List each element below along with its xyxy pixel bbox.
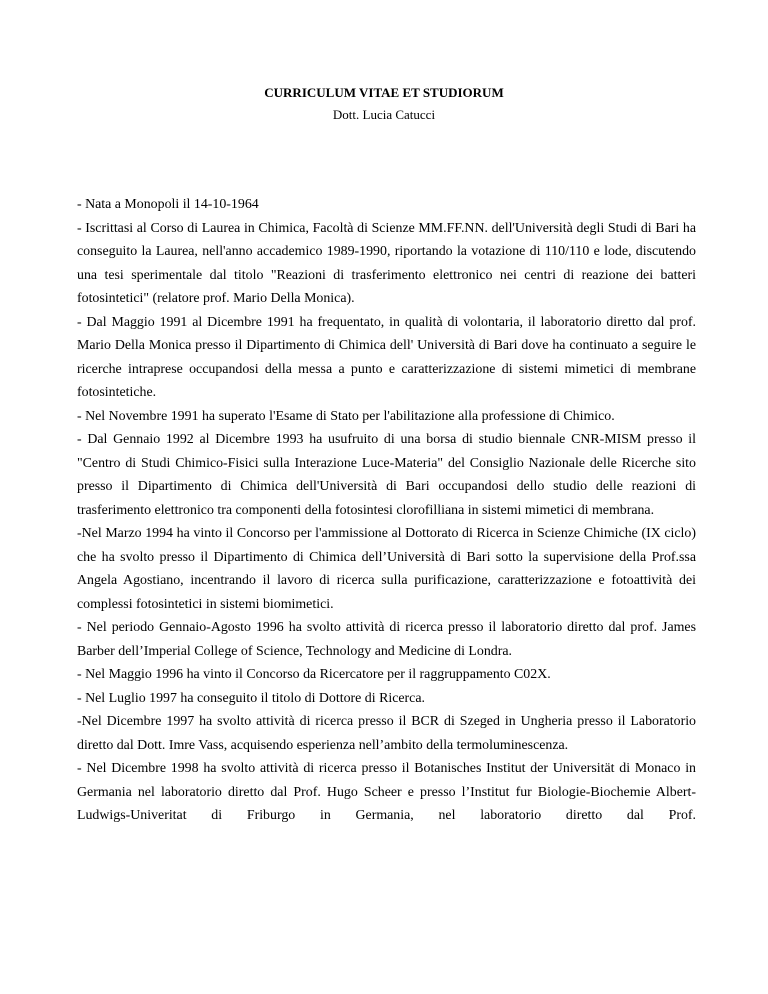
paragraph-dottorato: -Nel Marzo 1994 ha vinto il Concorso per l'ammissione al Dottorato di Ricerca in Scienze Chimiche (IX ciclo) che ha svolto presso il Dipartimento di Chimica dell’Università di Bari sotto la supervisione della Prof.ssa Angela Agostiano, incentrando il lavoro di ricerca sulla purificazione, caratterizzazione e fotoattività dei complessi fotosintetici in sistemi biomimetici. — [77, 526, 696, 612]
paragraph-birth: - Nata a Monopoli il 14-10-1964 — [77, 197, 259, 212]
paragraph-szeged: -Nel Dicembre 1997 ha svolto attività di ricerca presso il BCR di Szeged in Ungheria presso il Laboratorio diretto dal Dott. Imre Vass, acquisendo esperienza nell’ambito della termoluminescenza. — [77, 714, 696, 753]
document-title: CURRICULUM VITAE ET STUDIORUM — [264, 85, 504, 100]
paragraph-laurea: - Iscrittasi al Corso di Laurea in Chimica, Facoltà di Scienze MM.FF.NN. dell'Università degli Studi di Bari ha conseguito la Laurea, nell'anno accademico 1989-1990, riportando la votazione di 110/110 e lode, discutendo una tesi sperimentale dal titolo "Reazioni di trasferimento elettronico nei centri di reazione dei batteri fotosintetici" (relatore prof. Mario Della Monica). — [77, 220, 696, 306]
document-author: Dott. Lucia Catucci — [332, 107, 436, 122]
paragraph-monaco: - Nel Dicembre 1998 ha svolto attività di ricerca presso il Botanisches Institut der Universität di Monaco in Germania nel laboratorio diretto dal Prof. Hugo Scheer e presso l’Institut fur Biologie-Biochemie Albert-Ludwigs-Univeritat di Friburgo in Germania, nel laboratorio diretto dal Prof. — [77, 761, 696, 823]
paragraph-volontaria: - Dal Maggio 1991 al Dicembre 1991 ha frequentato, in qualità di volontaria, il laboratorio diretto dal prof. Mario Della Monica presso il Dipartimento di Chimica dell' Università di Bari dove ha continuato a seguire le ricerche intraprese occupandosi della messa a punto e caratterizzazione di sistemi mimetici di membrane fotosintetiche. — [77, 314, 696, 400]
paragraph-ricercatore: - Nel Maggio 1996 ha vinto il Concorso da Ricercatore per il raggruppamento C02X. — [77, 667, 551, 682]
paragraph-dottore-ricerca: - Nel Luglio 1997 ha conseguito il titolo di Dottore di Ricerca. — [77, 690, 425, 706]
document-body — [77, 193, 696, 828]
paragraph-borsa-studio: - Dal Gennaio 1992 al Dicembre 1993 ha usufruito di una borsa di studio biennale CNR-MISM presso il "Centro di Studi Chimico-Fisici sulla Interazione Luce-Materia" del Consiglio Nazionale delle Ricerche sito presso il Dipartimento di Chimica dell'Università di Bari occupandosi dello studio delle reazioni di trasferimento elettronico tra componenti della fotosintesi clorofilliana in sistemi mimetici di membrana. — [77, 432, 696, 518]
paragraph-londra: - Nel periodo Gennaio-Agosto 1996 ha svolto attività di ricerca presso il laboratorio diretto dal prof. James Barber dell’Imperial College of Science, Technology and Medicine di Londra. — [77, 620, 696, 659]
paragraph-esame-stato: - Nel Novembre 1991 ha superato l'Esame di Stato per l'abilitazione alla professione di Chimico. — [77, 408, 615, 424]
